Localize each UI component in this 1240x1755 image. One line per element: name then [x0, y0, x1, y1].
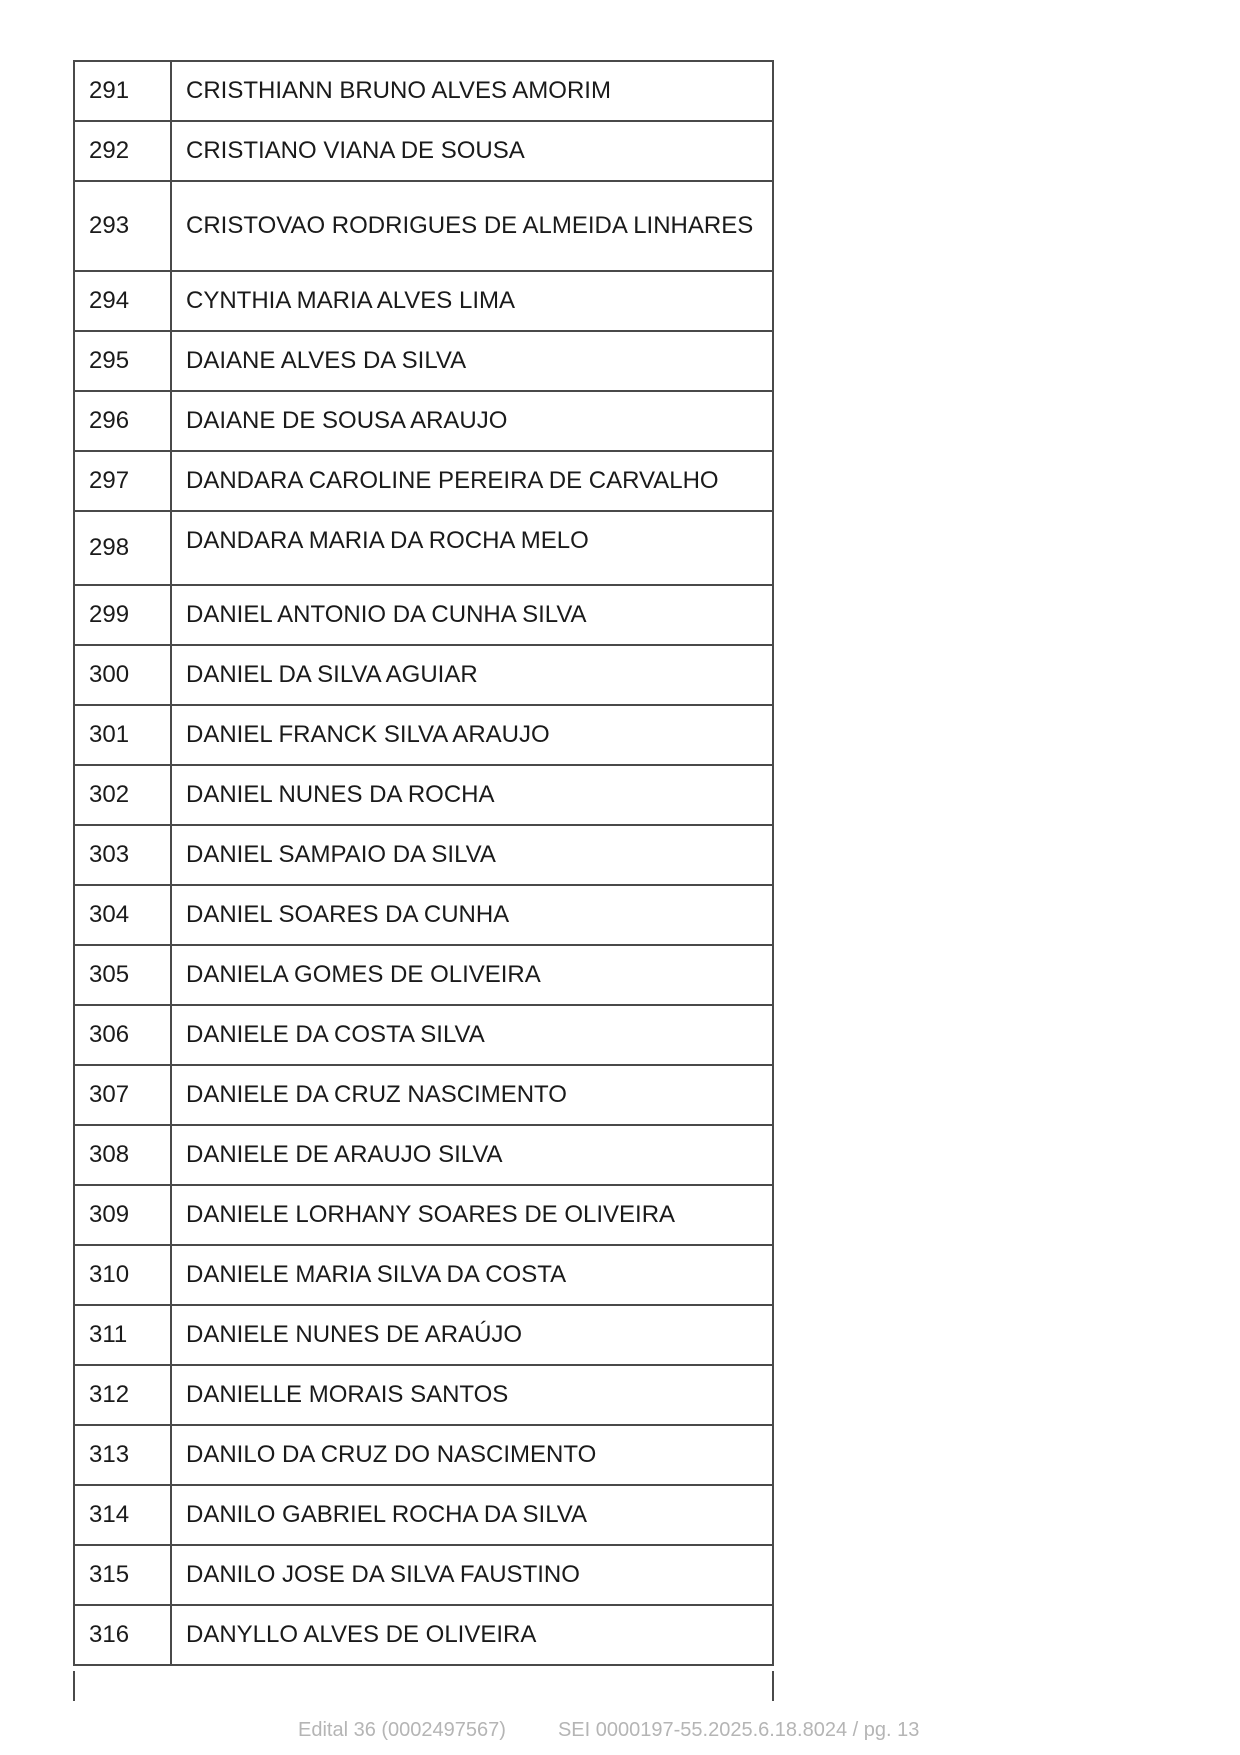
row-number: 310 [74, 1245, 171, 1305]
row-number: 311 [74, 1305, 171, 1365]
row-name: DANIELE LORHANY SOARES DE OLIVEIRA [171, 1185, 773, 1245]
table-continuation-right-border [772, 1671, 774, 1701]
row-name: DANIEL DA SILVA AGUIAR [171, 645, 773, 705]
table-row [74, 511, 773, 585]
table-row [74, 1365, 773, 1425]
row-number: 307 [74, 1065, 171, 1125]
row-number: 306 [74, 1005, 171, 1065]
row-name: DANIELE NUNES DE ARAÚJO [171, 1305, 773, 1365]
table-row [74, 271, 773, 331]
table-row [74, 1185, 773, 1245]
table-row [74, 1125, 773, 1185]
table-row [74, 1605, 773, 1665]
row-number: 315 [74, 1545, 171, 1605]
row-number: 292 [74, 121, 171, 181]
table-row [74, 885, 773, 945]
row-name: DANIELA GOMES DE OLIVEIRA [171, 945, 773, 1005]
row-number: 300 [74, 645, 171, 705]
table-row [74, 1245, 773, 1305]
row-number: 301 [74, 705, 171, 765]
table-row [74, 645, 773, 705]
row-number: 312 [74, 1365, 171, 1425]
table-continuation-left-border [73, 1671, 75, 1701]
footer-document-id: Edital 36 (0002497567) [298, 1719, 506, 1741]
table-row [74, 61, 773, 121]
table-row [74, 1545, 773, 1605]
table-row [74, 451, 773, 511]
row-name: CRISTOVAO RODRIGUES DE ALMEIDA LINHARES [171, 181, 773, 271]
row-number: 314 [74, 1485, 171, 1545]
row-number: 295 [74, 331, 171, 391]
row-name: DANIEL FRANCK SILVA ARAUJO [171, 705, 773, 765]
table-row [74, 1065, 773, 1125]
row-name: DANILO GABRIEL ROCHA DA SILVA [171, 1485, 773, 1545]
row-name: DANIEL ANTONIO DA CUNHA SILVA [171, 585, 773, 645]
table-row [74, 1425, 773, 1485]
row-number: 296 [74, 391, 171, 451]
row-name: DANIELE DA COSTA SILVA [171, 1005, 773, 1065]
row-number: 302 [74, 765, 171, 825]
row-name: DANILO JOSE DA SILVA FAUSTINO [171, 1545, 773, 1605]
row-name: DANIELE DE ARAUJO SILVA [171, 1125, 773, 1185]
table-row [74, 181, 773, 271]
row-number: 305 [74, 945, 171, 1005]
row-number: 297 [74, 451, 171, 511]
row-name: DANYLLO ALVES DE OLIVEIRA [171, 1605, 773, 1665]
table-row [74, 705, 773, 765]
row-name: DANIEL SOARES DA CUNHA [171, 885, 773, 945]
page-footer [298, 1719, 919, 1742]
row-number: 304 [74, 885, 171, 945]
table-row [74, 585, 773, 645]
row-number: 303 [74, 825, 171, 885]
table-row [74, 825, 773, 885]
row-name: DAIANE ALVES DA SILVA [171, 331, 773, 391]
table-row [74, 1005, 773, 1065]
table-row [74, 1305, 773, 1365]
row-name: CRISTHIANN BRUNO ALVES AMORIM [171, 61, 773, 121]
row-number: 299 [74, 585, 171, 645]
row-number: 313 [74, 1425, 171, 1485]
row-number: 291 [74, 61, 171, 121]
row-number: 293 [74, 181, 171, 271]
table-row [74, 1485, 773, 1545]
row-name: DANIEL NUNES DA ROCHA [171, 765, 773, 825]
table-row [74, 121, 773, 181]
table-row [74, 391, 773, 451]
row-name: DANILO DA CRUZ DO NASCIMENTO [171, 1425, 773, 1485]
row-name: DANIEL SAMPAIO DA SILVA [171, 825, 773, 885]
row-number: 294 [74, 271, 171, 331]
row-number: 316 [74, 1605, 171, 1665]
table-row [74, 945, 773, 1005]
table-row [74, 765, 773, 825]
row-name: CRISTIANO VIANA DE SOUSA [171, 121, 773, 181]
row-name: DANIELE MARIA SILVA DA COSTA [171, 1245, 773, 1305]
row-number: 298 [74, 511, 171, 585]
footer-process-page: SEI 0000197-55.2025.6.18.8024 / pg. 13 [557, 1719, 920, 1741]
row-name: DANIELLE MORAIS SANTOS [171, 1365, 773, 1425]
row-name: DANDARA MARIA DA ROCHA MELO [171, 511, 773, 585]
row-name: CYNTHIA MARIA ALVES LIMA [171, 271, 773, 331]
names-table [73, 60, 774, 1666]
row-number: 309 [74, 1185, 171, 1245]
row-number: 308 [74, 1125, 171, 1185]
row-name: DAIANE DE SOUSA ARAUJO [171, 391, 773, 451]
table-row [74, 331, 773, 391]
row-name: DANIELE DA CRUZ NASCIMENTO [171, 1065, 773, 1125]
names-table-body [74, 61, 773, 1665]
row-name: DANDARA CAROLINE PEREIRA DE CARVALHO [171, 451, 773, 511]
